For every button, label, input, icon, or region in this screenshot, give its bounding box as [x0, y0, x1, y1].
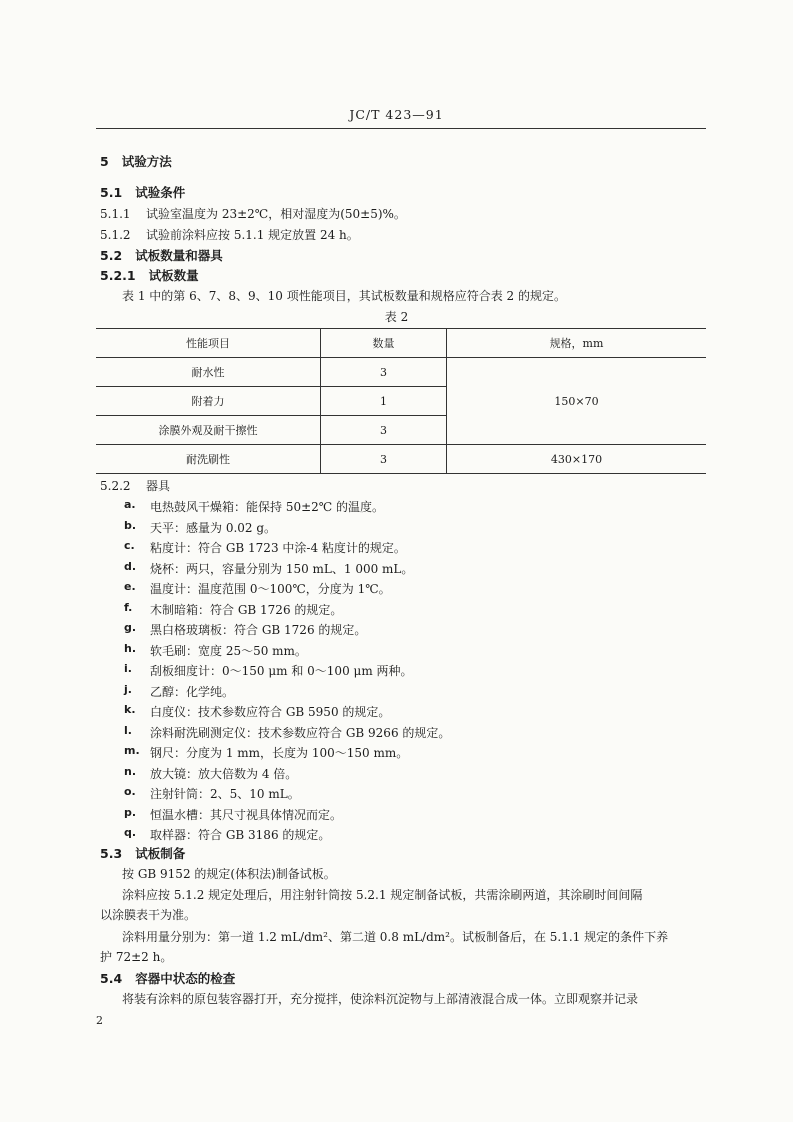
- list-item-text: 天平：感量为 0.02 g。: [150, 520, 277, 535]
- paragraph-5-3-1: 按 GB 9152 的规定(体积法)制备试板。: [122, 867, 336, 881]
- table-header-cell: 规格，mm: [447, 329, 707, 358]
- table-cell: 1: [321, 387, 447, 416]
- list-item-letter: l.: [124, 723, 132, 737]
- table-cell: 3: [321, 358, 447, 387]
- clause-text: 试验前涂料应按 5.1.1 规定放置 24 h。: [146, 228, 359, 242]
- paragraph-5-3-2-line-1: 涂料应按 5.1.2 规定处理后，用注射针筒按 5.2.1 规定制备试板，共需涂刷两道，其涂刷时间间隔: [122, 888, 643, 902]
- section-number: 5.4: [100, 971, 123, 986]
- list-item-letter: j.: [124, 682, 132, 696]
- list-item-letter: e.: [124, 580, 136, 593]
- paragraph-5-2-1: 表 1 中的第 6、7、8、9、10 项性能项目，其试板数量和规格应符合表 2 的规定。: [122, 289, 566, 303]
- list-item-letter: q.: [124, 826, 137, 839]
- table-header-cell: 性能项目: [96, 329, 321, 358]
- clause-5-1-1: [100, 205, 406, 222]
- list-item-text: 乙醇：化学纯。: [150, 684, 235, 699]
- header-rule: [96, 128, 706, 129]
- section-title: 试板数量: [148, 268, 199, 283]
- list-item-text: 刮板细度计：0～150 μm 和 0～100 μm 两种。: [150, 664, 413, 678]
- list-item-letter: m.: [124, 744, 140, 757]
- section-5-2-1-heading: [100, 266, 199, 284]
- table-cell: 3: [321, 445, 447, 474]
- list-item-letter: f.: [124, 600, 133, 614]
- paragraph-5-3-2-line-2: 以涂膜表干为准。: [100, 908, 197, 922]
- clause-number: 5.2.2: [100, 479, 131, 493]
- list-item-text: 粘度计：符合 GB 1723 中涂-4 粘度计的规定。: [150, 541, 406, 555]
- equipment-list: [0, 498, 793, 843]
- table-cell: 涂膜外观及耐干擦性: [96, 416, 321, 445]
- table-header-row: [96, 329, 706, 358]
- table-cell: 430×170: [447, 445, 707, 474]
- list-item-text: 恒温水槽：其尺寸视具体情况而定。: [150, 807, 343, 822]
- list-item-letter: o.: [124, 785, 136, 798]
- page-number: 2: [96, 1014, 103, 1027]
- list-item-text: 钢尺：分度为 1 mm，长度为 100～150 mm。: [150, 746, 409, 760]
- section-title: 容器中状态的检查: [135, 971, 236, 986]
- table-2-caption: 表 2: [384, 310, 409, 324]
- table-2: [96, 328, 706, 474]
- list-item-text: 电热鼓风干燥箱：能保持 50±2℃ 的温度。: [150, 500, 385, 514]
- section-5-3-heading: [100, 844, 185, 862]
- table-row: [96, 445, 706, 474]
- list-item-text: 白度仪：技术参数应符合 GB 5950 的规定。: [150, 705, 391, 719]
- table-cell: 附着力: [96, 387, 321, 416]
- section-number: 5.1: [100, 185, 123, 200]
- section-number: 5.2.1: [100, 268, 136, 283]
- clause-5-2-2-heading: [100, 477, 170, 494]
- list-item-text: 取样器：符合 GB 3186 的规定。: [150, 828, 331, 842]
- clause-number: 5.1.2: [100, 228, 131, 242]
- section-number: 5: [100, 154, 109, 169]
- table-header-cell: 数量: [321, 329, 447, 358]
- clause-text: 器具: [146, 479, 171, 493]
- list-item-letter: b.: [124, 518, 137, 532]
- section-5-2-heading: [100, 246, 223, 264]
- section-title: 试板数量和器具: [135, 248, 223, 263]
- section-5-heading: [100, 152, 172, 170]
- section-title: 试验方法: [121, 154, 172, 169]
- clause-5-1-2: [100, 226, 359, 243]
- list-item-letter: c.: [124, 539, 135, 552]
- clause-number: 5.1.1: [100, 207, 131, 221]
- paragraph-5-3-3-line-2: 护 72±2 h。: [100, 950, 173, 964]
- list-item-text: 放大镜：放大倍数为 4 倍。: [150, 766, 298, 781]
- paragraph-5-4: 将装有涂料的原包装容器打开，充分搅拌，使涂料沉淀物与上部清液混合成一体。立即观察并记录: [122, 992, 639, 1006]
- section-title: 试板制备: [135, 846, 186, 861]
- list-item-text: 木制暗箱：符合 GB 1726 的规定。: [150, 602, 343, 617]
- table-row: [96, 358, 706, 387]
- list-item-letter: h.: [124, 641, 137, 655]
- list-item-text: 黑白格玻璃板：符合 GB 1726 的规定。: [150, 623, 367, 637]
- section-5-4-heading: [100, 969, 235, 987]
- list-item-text: 注射针筒：2、5、10 mL。: [150, 787, 300, 801]
- page-header-code: JC/T 423—91: [349, 107, 444, 122]
- list-item-letter: k.: [124, 703, 136, 716]
- list-item-text: 软毛刷：宽度 25～50 mm。: [150, 643, 307, 658]
- table-cell: 耐水性: [96, 358, 321, 387]
- paragraph-5-3-3-line-1: 涂料用量分别为：第一道 1.2 mL/dm²、第二道 0.8 mL/dm²。试板制备后，在 5.1.1 规定的条件下养: [122, 930, 669, 944]
- table-cell: 3: [321, 416, 447, 445]
- list-item-letter: g.: [124, 621, 137, 634]
- section-number: 5.3: [100, 846, 123, 861]
- list-item-letter: d.: [124, 559, 137, 573]
- list-item-text: 烧杯：两只，容量分别为 150 mL、1 000 mL。: [150, 561, 414, 576]
- list-item-text: 涂料耐洗刷测定仪：技术参数应符合 GB 9266 的规定。: [150, 725, 451, 740]
- list-item-letter: i.: [124, 662, 132, 675]
- list-item-letter: n.: [124, 764, 137, 778]
- list-item-letter: a.: [124, 498, 136, 511]
- list-item-letter: p.: [124, 805, 137, 819]
- section-title: 试验条件: [135, 185, 186, 200]
- table-cell-merged: 150×70: [447, 358, 707, 445]
- clause-text: 试验室温度为 23±2℃，相对湿度为(50±5)%。: [146, 207, 406, 221]
- table-cell: 耐洗刷性: [96, 445, 321, 474]
- section-number: 5.2: [100, 248, 123, 263]
- list-item-text: 温度计：温度范围 0～100℃，分度为 1℃。: [150, 582, 391, 596]
- section-5-1-heading: [100, 183, 185, 201]
